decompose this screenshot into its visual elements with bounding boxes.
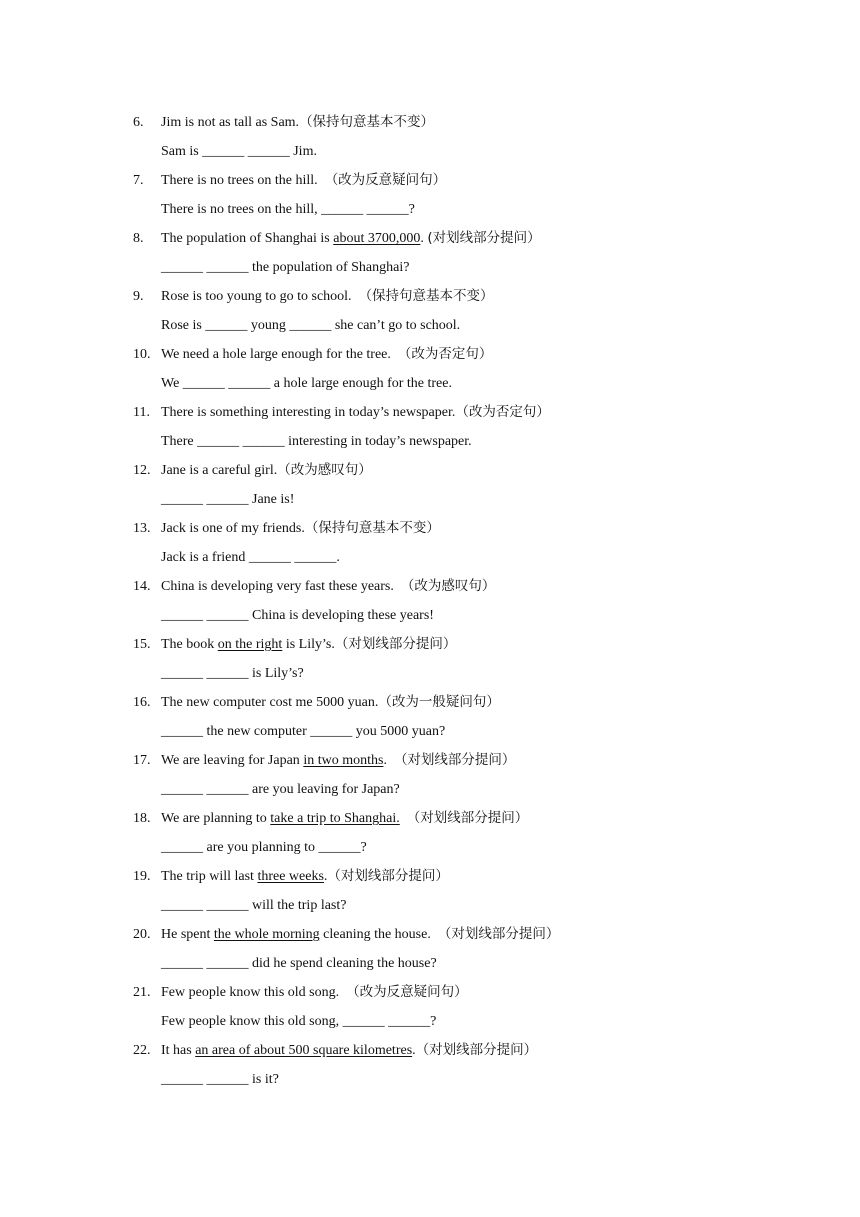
answer-line: Sam is ______ ______ Jim.: [161, 144, 317, 159]
question-number: [0, 630, 150, 659]
question-number: [0, 514, 150, 543]
exercise-item: [0, 166, 860, 224]
question-sentence: [161, 804, 528, 833]
exercise-item: [0, 456, 860, 514]
question-number: [0, 1036, 150, 1065]
answer-line: ______ ______ is it?: [161, 1072, 279, 1087]
question-sentence: [161, 398, 550, 427]
instruction-text: （保持句意基本不变）: [358, 288, 494, 304]
sentence-text: The book: [161, 637, 218, 652]
sentence-text-after: cleaning the house.: [319, 927, 438, 942]
question-number-label: 18.: [133, 811, 151, 826]
exercise-list: [0, 108, 860, 1094]
question-number: [0, 166, 150, 195]
instruction-text: （对划线部分提问）: [415, 1042, 538, 1058]
sentence-text-after: .: [383, 753, 394, 768]
underlined-phrase: about 3700,000: [333, 231, 421, 246]
underlined-phrase: in two months: [303, 753, 384, 768]
answer-line: ______ ______ is Lily’s?: [161, 666, 304, 681]
question-number-label: 11.: [133, 405, 150, 420]
question-number: [0, 340, 150, 369]
question-number: [0, 108, 150, 137]
answer-line: ______ are you planning to ______?: [161, 840, 367, 855]
question-number-label: 20.: [133, 927, 151, 942]
exercise-item: [0, 224, 860, 282]
question-number-label: 6.: [133, 115, 144, 130]
sentence-text: We are planning to: [161, 811, 271, 826]
exercise-item: [0, 572, 860, 630]
question-sentence: [161, 224, 541, 253]
instruction-text: (对划线部分提问）: [427, 230, 541, 246]
sentence-text: It has: [161, 1043, 196, 1058]
exercise-item: [0, 630, 860, 688]
sentence-text-after: is Lily’s.: [282, 637, 335, 652]
sentence-text: There is something interesting in today’s newspaper.: [161, 405, 456, 420]
question-sentence: [161, 746, 515, 775]
question-number-label: 16.: [133, 695, 151, 710]
question-sentence: [161, 514, 440, 543]
instruction-text: （改为感叹句）: [400, 578, 496, 594]
instruction-text: （改为否定句）: [397, 346, 493, 362]
instruction-text: （改为感叹句）: [277, 462, 372, 478]
answer-line: ______ the new computer ______ you 5000 yuan?: [161, 724, 446, 739]
question-number-label: 17.: [133, 753, 151, 768]
sentence-text: Jim is not as tall as Sam.: [161, 115, 300, 130]
question-number-label: 15.: [133, 637, 151, 652]
question-sentence: [161, 920, 559, 949]
answer-line: ______ ______ Jane is!: [161, 492, 295, 507]
exercise-item: [0, 920, 860, 978]
sentence-text: Jane is a careful girl.: [161, 463, 278, 478]
question-number: [0, 746, 150, 775]
question-sentence: [161, 340, 492, 369]
question-sentence: [161, 630, 456, 659]
question-sentence: [161, 166, 446, 195]
exercise-item: [0, 862, 860, 920]
instruction-text: （对划线部分提问）: [334, 636, 457, 652]
exercise-item: [0, 688, 860, 746]
underlined-phrase: three weeks: [257, 869, 324, 884]
answer-line: We ______ ______ a hole large enough for the tree.: [161, 376, 452, 391]
sentence-text: The population of Shanghai is: [161, 231, 334, 246]
question-sentence: [161, 978, 468, 1007]
question-sentence: [161, 282, 494, 311]
underlined-phrase: on the right: [217, 637, 283, 652]
answer-line: ______ ______ China is developing these years!: [161, 608, 434, 623]
question-number: [0, 804, 150, 833]
instruction-text: （保持句意基本不变）: [299, 114, 435, 130]
sentence-text-after: .: [420, 231, 428, 246]
question-number: [0, 398, 150, 427]
exercise-item: [0, 514, 860, 572]
answer-line: ______ ______ the population of Shanghai?: [161, 260, 410, 275]
question-sentence: [161, 862, 449, 891]
exercise-item: [0, 978, 860, 1036]
sentence-text-after: .: [412, 1043, 416, 1058]
answer-line: ______ ______ are you leaving for Japan?: [161, 782, 400, 797]
sentence-text-after: .: [323, 869, 328, 884]
question-sentence: [161, 688, 500, 717]
exercise-item: [0, 282, 860, 340]
answer-line: There ______ ______ interesting in today’s newspaper.: [161, 434, 472, 449]
question-number: [0, 688, 150, 717]
question-number: [0, 456, 150, 485]
underlined-phrase: an area of about 500 square kilometres: [195, 1043, 413, 1058]
exercise-item: [0, 398, 860, 456]
sentence-text: The trip will last: [161, 869, 258, 884]
instruction-text: （对划线部分提问）: [406, 810, 529, 826]
answer-line: Jack is a friend ______ ______.: [161, 550, 340, 565]
instruction-text: （对划线部分提问）: [327, 868, 449, 884]
answer-line: ______ ______ did he spend cleaning the house?: [161, 956, 437, 971]
question-number-label: 9.: [133, 289, 144, 304]
instruction-text: （对划线部分提问）: [437, 926, 560, 942]
sentence-text-after: [400, 811, 407, 826]
instruction-text: （保持句意基本不变）: [304, 520, 440, 536]
question-number-label: 21.: [133, 985, 151, 1000]
answer-line: ______ ______ will the trip last?: [161, 898, 347, 913]
instruction-text: （改为否定句）: [455, 404, 550, 420]
question-number: [0, 920, 150, 949]
sentence-text: We are leaving for Japan: [161, 753, 304, 768]
instruction-text: （改为一般疑问句）: [378, 694, 500, 710]
question-number-label: 10.: [133, 347, 151, 362]
question-number-label: 19.: [133, 869, 151, 884]
sentence-text: Few people know this old song.: [161, 985, 347, 1000]
sentence-text: Rose is too young to go to school.: [161, 289, 359, 304]
underlined-phrase: the whole morning: [213, 927, 320, 942]
sentence-text: The new computer cost me 5000 yuan.: [161, 695, 379, 710]
instruction-text: （对划线部分提问）: [393, 752, 516, 768]
sentence-text: He spent: [161, 927, 214, 942]
question-number-label: 13.: [133, 521, 151, 536]
question-number-label: 22.: [133, 1043, 151, 1058]
underlined-phrase: take a trip to Shanghai.: [270, 811, 400, 826]
question-sentence: [161, 456, 372, 485]
instruction-text: （改为反意疑问句）: [324, 172, 447, 188]
exercise-item: [0, 1036, 860, 1094]
question-sentence: [161, 572, 495, 601]
question-sentence: [161, 1036, 537, 1065]
exercise-item: [0, 108, 860, 166]
exercise-item: [0, 746, 860, 804]
sentence-text: China is developing very fast these years.: [161, 579, 401, 594]
question-number: [0, 978, 150, 1007]
sentence-text: There is no trees on the hill.: [161, 173, 325, 188]
answer-line: There is no trees on the hill, ______ ______?: [161, 202, 415, 217]
question-number-label: 8.: [133, 231, 144, 246]
question-number: [0, 572, 150, 601]
answer-line: Rose is ______ young ______ she can’t go to school.: [161, 318, 461, 333]
question-sentence: [161, 108, 434, 137]
instruction-text: （改为反意疑问句）: [346, 984, 468, 1000]
question-number-label: 7.: [133, 173, 144, 188]
sentence-text: Jack is one of my friends.: [161, 521, 305, 536]
exercise-item: [0, 804, 860, 862]
question-number: [0, 224, 150, 253]
question-number-label: 12.: [133, 463, 151, 478]
answer-line: Few people know this old song, ______ ______?: [161, 1014, 437, 1029]
exercise-item: [0, 340, 860, 398]
question-number-label: 14.: [133, 579, 151, 594]
question-number: [0, 862, 150, 891]
question-number: [0, 282, 150, 311]
sentence-text: We need a hole large enough for the tree.: [161, 347, 398, 362]
